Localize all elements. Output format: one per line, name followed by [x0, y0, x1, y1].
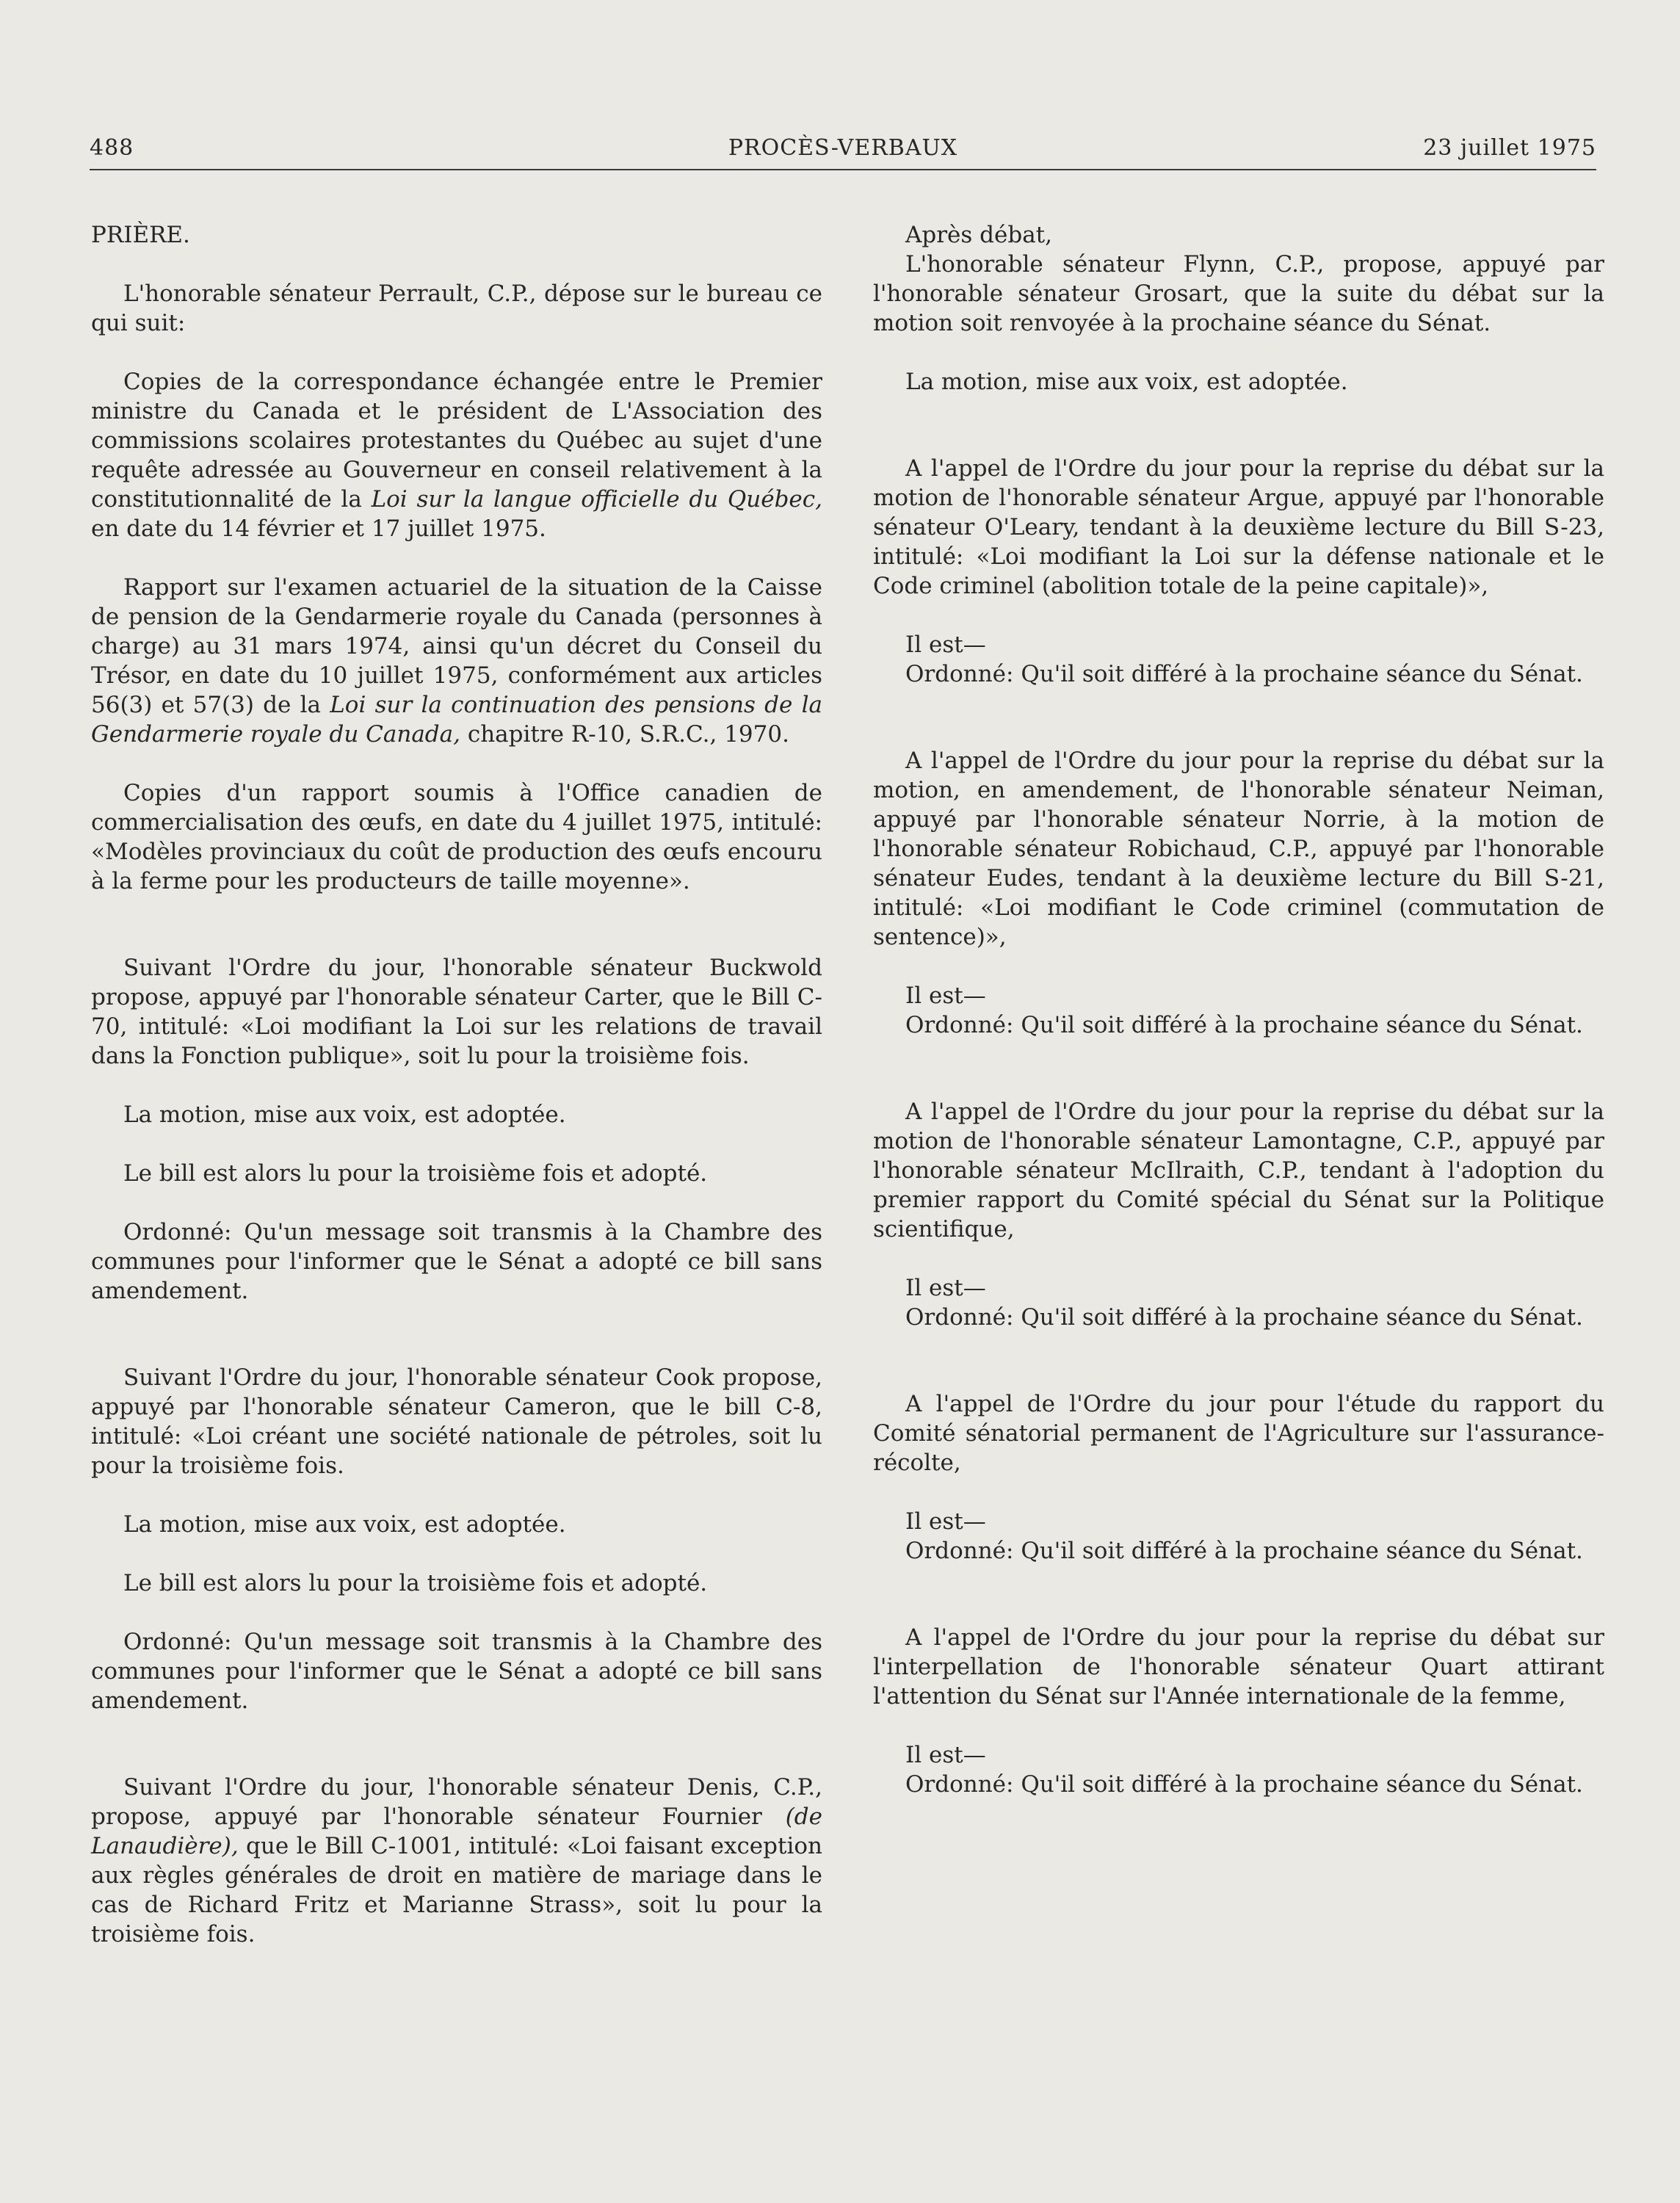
motion-adopted: La motion, mise aux voix, est adoptée. [905, 369, 1348, 395]
doc1-text: Copies de la correspondance échangée entre le Premier ministre du Canada et le président de L'Association des commissions scolaires protestantes du Québec au sujet d'une requête adressée au Gouverneur en conseil relativement à la constitutionnalité de la [91, 369, 822, 513]
bill-s21-item: A l'appel de l'Ordre du jour pour la reprise du débat sur la motion, en amendement, de l'honorable sénateur Neiman, appuyé par l'honorable sénateur Norrie, à la motion de l'honorable sénateur Robichaud, C.P., appuyé par l'honorable sénateur Eudes, tendant à la deuxième lecture du Bill S-21, intitulé: «Loi modifiant le Code criminel (commutation de sentence)», [873, 748, 1604, 950]
tabled-document-2 [91, 573, 822, 749]
il-est: Il est— [905, 632, 986, 658]
c1001-text-end: que le Bill C-1001, intitulé: «Loi faisant exception aux règles générales de droit en matière de mariage dans le cas de Richard Fritz et Marianne Strass», soit lu pour la troisième fois. [91, 1833, 822, 1947]
apres-debat: Après débat, [905, 222, 1052, 248]
tabled-document-1 [91, 367, 822, 543]
bill-c70-message: Ordonné: Qu'un message soit transmis à la Chambre des communes pour l'informer que le Sénat a adopté ce bill sans amendement. [91, 1219, 822, 1304]
header-date: 23 juillet 1975 [1423, 135, 1596, 161]
agriculture-item: A l'appel de l'Ordre du jour pour l'étude du rapport du Comité sénatorial permanent de l'Agriculture sur l'assurance-récolte, [873, 1391, 1604, 1476]
running-title: PROCÈS-VERBAUX [728, 135, 958, 161]
priere-heading: PRIÈRE. [91, 222, 190, 248]
ordonne-differe: Ordonné: Qu'il soit différé à la prochaine séance du Sénat. [905, 1538, 1583, 1564]
quart-item: A l'appel de l'Ordre du jour pour la reprise du débat sur l'interpellation de l'honorable sénateur Quart attirant l'attention du Sénat sur l'Année internationale de la femme, [873, 1624, 1604, 1710]
bill-c8-message: Ordonné: Qu'un message soit transmis à la Chambre des communes pour l'informer que le Sénat a adopté ce bill sans amendement. [91, 1629, 822, 1714]
c1001-text: Suivant l'Ordre du jour, l'honorable sénateur Denis, C.P., propose, appuyé par l'honorable sénateur Fournier [91, 1774, 822, 1830]
flynn-motion: L'honorable sénateur Flynn, C.P., propose, appuyé par l'honorable sénateur Grosart, que la suite du débat sur la motion soit renvoyée à la prochaine séance du Sénat. [873, 251, 1604, 336]
doc2-text: Rapport sur l'examen actuariel de la situation de la Caisse de pension de la Gendarmerie royale du Canada (personnes à charge) au 31 mars 1974, ainsi qu'un décret du Conseil du Trésor, en date du 10 juillet 1975, conformément aux articles 56(3) et 57(3) de la [91, 574, 822, 718]
bill-c70-read: Le bill est alors lu pour la troisième fois et adopté. [123, 1160, 708, 1187]
il-est: Il est— [905, 1508, 986, 1535]
il-est: Il est— [905, 1742, 986, 1768]
right-column [873, 220, 1604, 1799]
doc1-italic: Loi sur la langue officielle du Québec, [371, 486, 822, 513]
page-number: 488 [90, 135, 134, 161]
bill-c8-read: Le bill est alors lu pour la troisième fois et adopté. [123, 1570, 708, 1596]
ordonne-differe: Ordonné: Qu'il soit différé à la prochaine séance du Sénat. [905, 1012, 1583, 1038]
doc2-text-end: chapitre R-10, S.R.C., 1970. [460, 721, 789, 748]
doc2-italic: Loi sur la continuation des pensions de la Gendarmerie royale du Canada, [91, 692, 822, 748]
running-header [90, 134, 1596, 170]
bill-c1001-motion [91, 1773, 822, 1949]
il-est: Il est— [905, 1275, 986, 1301]
bill-c8-motion: Suivant l'Ordre du jour, l'honorable sénateur Cook propose, appuyé par l'honorable sénateur Cameron, que le bill C-8, intitulé: «Loi créant une société nationale de pétroles, soit lu pour la troisième fois. [91, 1364, 822, 1479]
bill-c70-adopted: La motion, mise aux voix, est adoptée. [123, 1102, 566, 1128]
il-est: Il est— [905, 983, 986, 1009]
ordonne-differe: Ordonné: Qu'il soit différé à la prochaine séance du Sénat. [905, 1304, 1583, 1331]
ordonne-differe: Ordonné: Qu'il soit différé à la prochaine séance du Sénat. [905, 1771, 1583, 1798]
lamontagne-item: A l'appel de l'Ordre du jour pour la reprise du débat sur la motion de l'honorable sénateur Lamontagne, C.P., appuyé par l'honorable sénateur McIlraith, C.P., tendant à l'adoption du premier rapport du Comité spécial du Sénat sur la Politique scientifique, [873, 1099, 1604, 1242]
ordonne-differe: Ordonné: Qu'il soit différé à la prochaine séance du Sénat. [905, 661, 1583, 687]
bill-c8-adopted: La motion, mise aux voix, est adoptée. [123, 1511, 566, 1538]
tabled-document-3: Copies d'un rapport soumis à l'Office canadien de commercialisation des œufs, en date du 4 juillet 1975, intitulé: «Modèles provinciaux du coût de production des œufs encouru à la ferme pour les producteurs de taille moyenne». [91, 780, 822, 894]
doc1-text-end: en date du 14 février et 17 juillet 1975. [91, 516, 546, 542]
c1001-italic: (de Lanaudière), [91, 1804, 822, 1859]
left-column [91, 220, 822, 1949]
perrault-intro: L'honorable sénateur Perrault, C.P., dépose sur le bureau ce qui suit: [91, 281, 822, 336]
bill-s23-item: A l'appel de l'Ordre du jour pour la reprise du débat sur la motion de l'honorable sénateur Argue, appuyé par l'honorable sénateur O'Leary, tendant à la deuxième lecture du Bill S-23, intitulé: «Loi modifiant la Loi sur la défense nationale et le Code criminel (abolition totale de la peine capitale)», [873, 455, 1604, 599]
bill-c70-motion: Suivant l'Ordre du jour, l'honorable sénateur Buckwold propose, appuyé par l'honorable sénateur Carter, que le Bill C-70, intitulé: «Loi modifiant la Loi sur les relations de travail dans la Fonction publique», soit lu pour la troisième fois. [91, 955, 822, 1069]
